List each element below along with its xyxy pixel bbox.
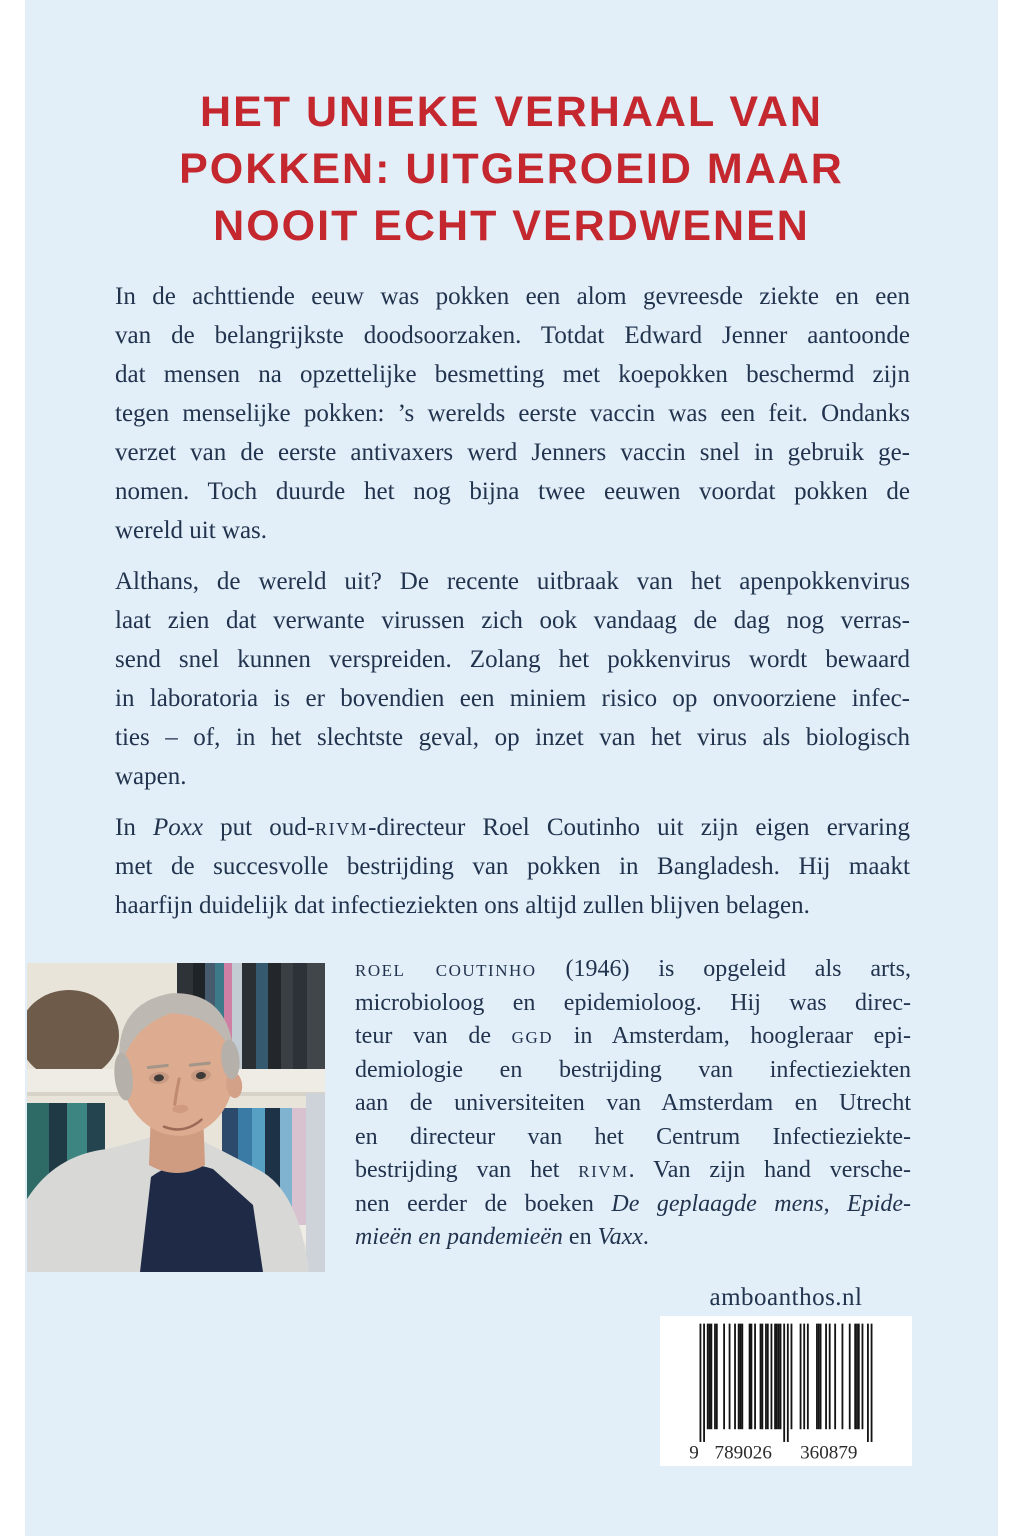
blurb-line: Althans, de wereld uit? De recente uitbraak van het apenpokkenvirus — [115, 568, 910, 595]
headline-line: HET UNIEKE VERHAAL VAN — [200, 88, 823, 136]
barcode-bars — [700, 1324, 873, 1442]
bio-line: aan de universiteiten van Amsterdam en Utrecht — [355, 1090, 911, 1116]
bio-line: microbioloog en epidemioloog. Hij was direc- — [355, 989, 911, 1016]
blurb-paragraph — [115, 277, 910, 550]
author-photo-illustration — [27, 963, 325, 1272]
headline-line: POKKEN: UITGEROEID MAAR — [179, 145, 844, 193]
bio-line: bestrijding van het rivm. Van zijn hand versche- — [355, 1157, 911, 1183]
bio-line: demiologie en bestrijding van infectieziekten — [355, 1056, 911, 1083]
blurb-line: laat zien dat verwante virussen zich ook vandaag de dag nog verras- — [115, 607, 910, 634]
blurb — [115, 277, 910, 937]
author-photo — [27, 963, 325, 1272]
author-bio — [355, 953, 911, 1255]
headline-line: NOOIT ECHT VERDWENEN — [213, 202, 810, 250]
blurb-line: verzet van de eerste antivaxers werd Jenners vaccin snel in gebruik ge- — [115, 439, 910, 466]
blurb-line: In de achttiende eeuw was pokken een alom gevreesde ziekte en een — [115, 283, 910, 310]
headline — [25, 84, 998, 255]
blurb-line: in laboratoria is er bovendien een miniem risico op onvoorziene infec- — [115, 685, 910, 712]
cover-panel — [25, 0, 998, 1536]
blurb-line: ties – of, in het slechtste geval, op inzet van het virus als biologisch — [115, 724, 910, 751]
bio-line: en directeur van het Centrum Infectieziekte- — [355, 1123, 911, 1150]
blurb-paragraph — [115, 808, 910, 925]
bio-line: roel coutinho (1946) is opgeleid als arts, — [355, 956, 911, 982]
blurb-line: wapen. — [115, 763, 187, 790]
barcode — [660, 1316, 912, 1466]
blurb-line: nomen. Toch duurde het nog bijna twee eeuwen voordat pokken de — [115, 478, 910, 505]
blurb-line: met de succesvolle bestrijding van pokken in Bangladesh. Hij maakt — [115, 853, 910, 880]
publisher-website: amboanthos.nl — [709, 1284, 863, 1311]
isbn-group-2: 360879 — [800, 1442, 858, 1462]
isbn-digit-lead: 9 — [689, 1442, 699, 1462]
blurb-line: send snel kunnen verspreiden. Zolang het pokkenvirus wordt bewaard — [115, 646, 910, 673]
isbn-group-1: 789026 — [714, 1442, 772, 1462]
blurb-line: tegen menselijke pokken: ’s werelds eerste vaccin was een feit. Ondanks — [115, 400, 910, 427]
barcode-svg — [688, 1320, 884, 1462]
blurb-line: van de belangrijkste doodsoorzaken. Totdat Edward Jenner aantoonde — [115, 322, 910, 349]
blurb-paragraph — [115, 562, 910, 796]
bio-line: mieën en pandemieën en Vaxx. — [355, 1224, 649, 1250]
bio-line: teur van de ggd in Amsterdam, hoogleraar epi- — [355, 1023, 911, 1049]
bio-line: nen eerder de boeken De geplaagde mens, Epide- — [355, 1190, 911, 1217]
blurb-line: In Poxx put oud-rivm-directeur Roel Coutinho uit zijn eigen ervaring — [115, 814, 910, 841]
blurb-line: dat mensen na opzettelijke besmetting met koepokken beschermd zijn — [115, 361, 910, 388]
blurb-line: wereld uit was. — [115, 517, 268, 544]
blurb-line: haarfijn duidelijk dat infectieziekten ons altijd zullen blijven belagen. — [115, 892, 810, 919]
